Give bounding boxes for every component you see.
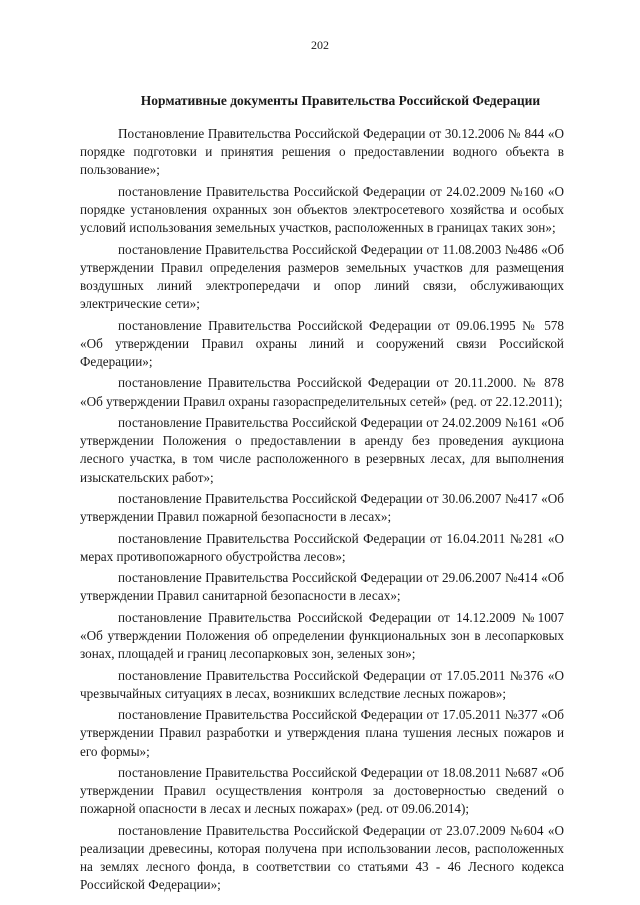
regulation-item: постановление Правительства Российской Федерации от 24.02.2009 №161 «Об утверждении Положения о предоставлении в аренду без проведения аукциона лесного участка, в том числе расположенного в резервных лесах, для выполнения изыскательских работ»;	[80, 414, 564, 485]
regulation-item: постановление Правительства Российской Федерации от 20.11.2000. № 878 «Об утверждении Правил охраны газораспределительных сетей» (ред. от 22.12.2011);	[80, 375, 564, 409]
regulation-item: постановление Правительства Российской Федерации от 30.06.2007 №417 «Об утверждении Правил пожарной безопасности в лесах»;	[80, 490, 564, 525]
document-heading: Нормативные документы Правительства Российской Федерации	[140, 93, 541, 108]
regulation-item: Постановление Правительства Российской Федерации от 30.12.2006 № 844 «О порядке подготовки и принятия решения о предоставлении водного объекта в пользование»;	[80, 126, 564, 178]
regulation-item: постановление Правительства Российской Федерации от 17.05.2011 №376 «О чрезвычайных ситуациях в лесах, возникших вследствие лесных пожаров»;	[80, 667, 564, 701]
regulation-item: постановление Правительства Российской Федерации от 11.08.2003 №486 «Об утверждении Правил определения размеров земельных участков для размещения воздушных линий электропередачи и опор линий связи, обслуживающих электрические сети»;	[80, 241, 564, 312]
regulation-list	[80, 125, 564, 898]
regulation-item: постановление Правительства Российской Федерации от 24.02.2009 №160 «О порядке установления охранных зон объектов электросетевого хозяйства и особых условий использования земельных участков, расположенных в границах таких зон»;	[80, 183, 564, 236]
regulation-item: постановление Правительства Российской Федерации от 29.06.2007 №414 «Об утверждении Правил санитарной безопасности в лесах»;	[80, 570, 564, 604]
regulation-item: постановление Правительства Российской Федерации от 17.05.2011 №377 «Об утверждении Правил разработки и утверждения плана тушения лесных пожаров и его формы»;	[80, 707, 564, 759]
regulation-item: постановление Правительства Российской Федерации от 09.06.1995 № 578 «Об утверждении Правил охраны линий и сооружений связи Российской Федерации»;	[80, 317, 564, 369]
page-number: 202	[311, 38, 329, 52]
regulation-item: постановление Правительства Российской Федерации от 18.08.2011 №687 «Об утверждении Правил осуществления контроля за достоверностью сведений о пожарной опасности в лесах и лесных пожарах» (ред. от 09.06.2014);	[80, 764, 564, 817]
regulation-item: постановление Правительства Российской Федерации от 23.07.2009 №604 «О реализации древесины, которая получена при использовании лесов, расположенных на землях лесного фонда, в соответствии со статьями 43 - 46 Лесного кодекса Российской Федерации»;	[80, 822, 564, 893]
regulation-item: постановление Правительства Российской Федерации от 14.12.2009 №1007 «Об утверждении Положения об определении функциональных зон в лесопарковых зонах, площадей и границ лесопарковых зон, зеленых зон»;	[80, 609, 564, 662]
regulation-item: постановление Правительства Российской Федерации от 16.04.2011 №281 «О мерах противопожарного обустройства лесов»;	[80, 530, 564, 564]
